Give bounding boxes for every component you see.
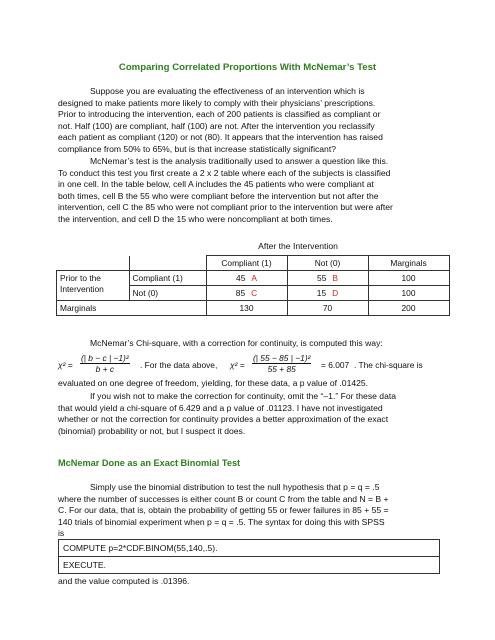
formula-fraction-2 bbox=[252, 353, 311, 374]
cell-letter: A bbox=[251, 273, 257, 283]
code-line: COMPUTE p=2*CDF.BINOM(55,140,.5). bbox=[63, 543, 218, 553]
text-line: If you wish not to make the correction for continuity, omit the “–1.” For these data bbox=[90, 391, 397, 401]
formula-mid-text: . For the data above, bbox=[140, 360, 218, 370]
cell-letter: D bbox=[332, 288, 339, 298]
cell-b bbox=[287, 271, 368, 286]
text-line: whether or not the correction for continuity provides a better approximation of the exact bbox=[58, 414, 389, 425]
cell-value: 15 bbox=[316, 288, 327, 298]
cell-value: 85 bbox=[235, 288, 246, 298]
text-line: designed to make patients more likely to comply with their physicians’ prescriptions. bbox=[58, 97, 376, 108]
formula-result: = 6.007 bbox=[321, 360, 350, 370]
formula-after-text: . The chi-square is bbox=[354, 360, 423, 370]
cell-letter: B bbox=[332, 273, 338, 283]
text-line: and the value computed is .01396. bbox=[58, 576, 190, 586]
code-line: EXECUTE. bbox=[59, 556, 439, 573]
cell-value: 55 bbox=[317, 273, 327, 283]
cell-d bbox=[287, 286, 368, 301]
text-line: 140 trials of binomial experiment when p = q = .5. The syntax for doing this with SPSS bbox=[58, 516, 385, 527]
text-line: (binomial) probability or not, but I suspect it does. bbox=[58, 425, 246, 436]
text-line: in one cell. In the table below, cell A includes the 45 patients who were compliant at bbox=[58, 179, 374, 190]
row-group-label: Prior to the Intervention bbox=[57, 271, 130, 301]
text-line: McNemar’s Chi-square, with a correction for continuity, is computed this way: bbox=[90, 338, 383, 348]
text-line: not. Half (100) are compliant, half (100) are not. After the intervention you reclassify bbox=[58, 120, 375, 131]
binomial-paragraph bbox=[58, 482, 440, 540]
total-marginal: 200 bbox=[368, 301, 449, 316]
text-line: compliance from 50% to 65%, but is that increase statistically significant? bbox=[58, 143, 336, 154]
col-header: Compliant (1) bbox=[206, 256, 287, 271]
text-line: both times, cell B the 55 who were compliant before the intervention but not after the bbox=[58, 190, 379, 201]
marginals-label: Marginals bbox=[57, 301, 207, 316]
formula-numerator: (| b − c | −1)² bbox=[81, 353, 129, 363]
formula-fraction bbox=[80, 353, 130, 374]
text-line: Prior to introducing the intervention, each of 200 patients is classified as compliant or bbox=[58, 109, 381, 120]
row-marginal: 100 bbox=[368, 271, 449, 286]
text-line: that would yield a chi-square of 6.429 and a p value of .01123. I have not investigated bbox=[58, 402, 383, 413]
formula-denominator: b + c bbox=[95, 364, 115, 374]
formula-lhs-2: χ² = bbox=[230, 360, 245, 370]
spss-syntax-box bbox=[58, 539, 440, 574]
intro-paragraph bbox=[58, 86, 440, 156]
text-line: Suppose you are evaluating the effectiveness of an intervention which is bbox=[90, 86, 365, 96]
text-line: To conduct this test you first create a 2 x 2 table where each of the subjects is classified bbox=[58, 167, 391, 178]
final-line bbox=[58, 576, 440, 588]
text-line: each patient as compliant (120) or not (80). It appears that the intervention has raised bbox=[58, 132, 383, 143]
text-line: C. For our data, that is, obtain the probability of getting 55 or fewer failures in 85 + 55 = bbox=[58, 505, 389, 516]
formula-numerator-2: (| 55 − 85 | −1)² bbox=[253, 353, 311, 363]
text-line: intervention, cell C the 85 who were not compliant prior to the intervention but were after bbox=[58, 202, 393, 213]
col-header: Marginals bbox=[368, 256, 449, 271]
row-label: Compliant (1) bbox=[129, 271, 206, 286]
cell-value: 45 bbox=[236, 273, 246, 283]
mcnemar-paragraph bbox=[58, 156, 440, 226]
eval-line bbox=[58, 378, 440, 390]
text-line: McNemar’s test is the analysis traditionally used to answer a question like this. bbox=[90, 156, 389, 166]
chi-intro bbox=[58, 338, 440, 350]
text-line: where the number of successes is either count B or count C from the table and N = B + bbox=[58, 493, 389, 504]
empty-cell bbox=[57, 256, 130, 271]
row-marginal: 100 bbox=[368, 286, 449, 301]
no-correction-paragraph bbox=[58, 391, 440, 437]
contingency-table bbox=[56, 255, 450, 316]
row-label: Not (0) bbox=[129, 286, 206, 301]
text-line: evaluated on one degree of freedom, yielding, for these data, a p value of .01425. bbox=[58, 378, 369, 388]
table-caption: After the Intervention bbox=[258, 241, 338, 251]
formula-denominator-2: 55 + 85 bbox=[267, 364, 296, 374]
cell-letter: C bbox=[251, 288, 258, 298]
section-heading: McNemar Done as an Exact Binomial Test bbox=[58, 458, 241, 468]
cell-a bbox=[206, 271, 287, 286]
col-marginal: 70 bbox=[287, 301, 368, 316]
cell-c bbox=[206, 286, 287, 301]
formula-row bbox=[58, 352, 458, 378]
text-line: is bbox=[58, 528, 65, 539]
empty-cell bbox=[129, 256, 206, 271]
formula-lhs: χ² = bbox=[58, 360, 73, 370]
text-line: the intervention, and cell D the 15 who were noncompliant at both times. bbox=[58, 213, 333, 224]
document-title: Comparing Correlated Proportions With McNemar’s Test bbox=[118, 62, 377, 73]
col-header: Not (0) bbox=[287, 256, 368, 271]
col-marginal: 130 bbox=[206, 301, 287, 316]
text-line: Simply use the binomial distribution to test the null hypothesis that p = q = .5 bbox=[90, 482, 380, 492]
